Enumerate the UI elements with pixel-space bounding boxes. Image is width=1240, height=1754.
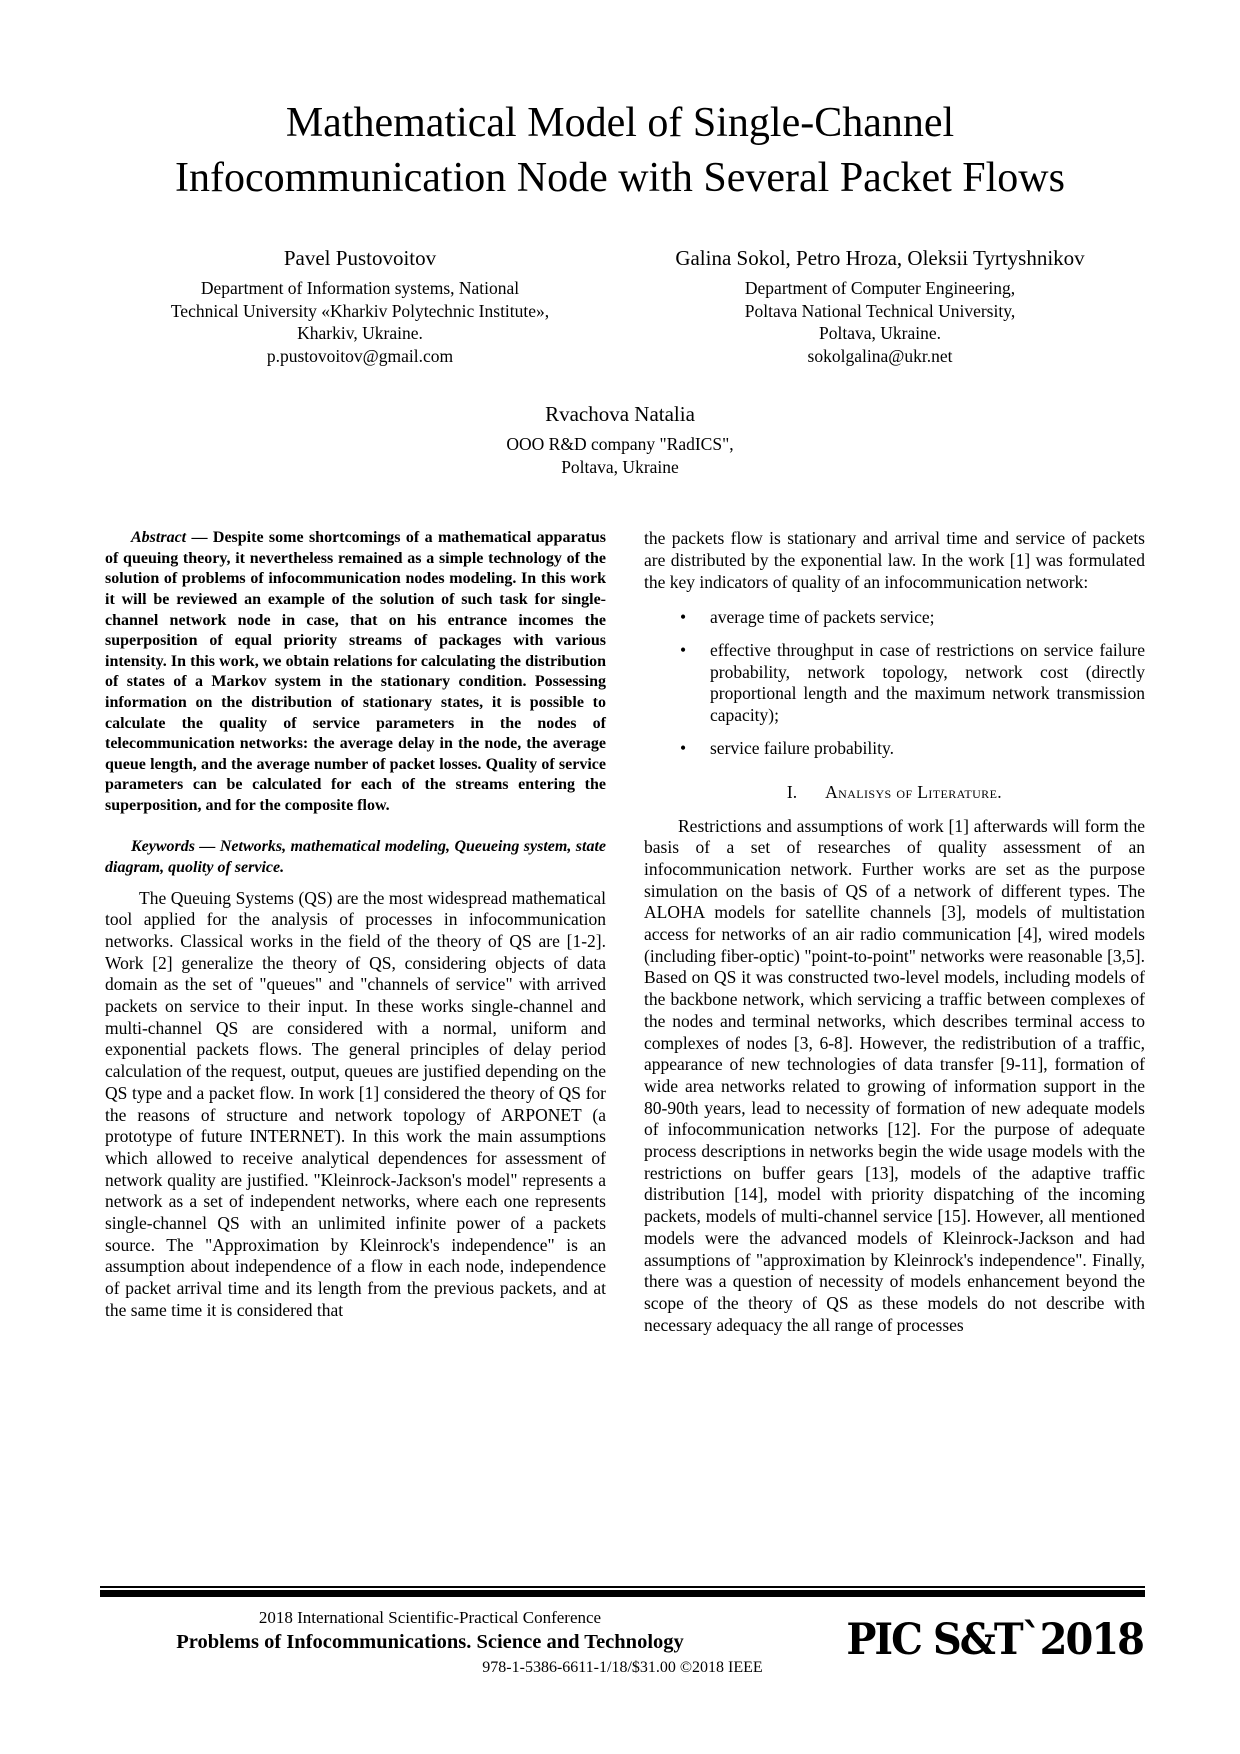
- introduction-paragraph: The Queuing Systems (QS) are the most widespread mathematical tool applied for the analysis of processes in infocommunication networks. Classical works in the field of the theory of QS are [1-2]. Work [2] generalize the theory of QS, considering objects of data domain as the set of "queues" and "channels of service" with arrived packets on service to their input. In these works single-channel and multi-channel QS are considered with a normal, uniform and exponential packets flows. The general principles of delay period calculation of the request, output, queues are justified depending on the QS type and a packet flow. In work [1] considered the theory of QS for the reasons of structure and network topology of ARPONET (a prototype of future INTERNET). In this work the main assumptions which allowed to receive analytical dependences for assessment of network quality are justified. "Kleinrock-Jackson's model" represents a network as a set of independent networks, where each one represents single-channel QS with an unlimited infinite power of a packets source. The "Approximation by Kleinrock's independence" is an assumption about independence of a flow in each node, independence of packet arrival time and its length from the previous packets, and at the same time it is considered that: [105, 887, 606, 1320]
- list-item: [644, 640, 1145, 727]
- body-columns: [105, 528, 1145, 1336]
- section-paragraph: Restrictions and assumptions of work [1] afterwards will form the basis of a set of researches of quality assessment of an infocommunication network. Further works are set as the purpose simulation on the basis of QS of a network of different types. The ALOHA models for satellite channels [3], models of multistation access for networks of an air radio communication [4], wired models (including fiber-optic) "point-to-point" networks were reasonable [3,5]. Based on QS it was constructed two-level models, including models of the backbone network, which servicing a traffic between complexes of the nodes and terminal networks, which describes terminal access to complexes of nodes [3, 6-8]. However, the redistribution of a traffic, appearance of new technologies of data transfer [9-11], formation of wide area networks related to growing of information support in the 80-90th years, lead to necessity of formation of new adequate models of infocommunication networks [12]. For the purpose of adequate process descriptions in networks begin the wide usage models with the restrictions on buffer gears [13], models of the adaptive traffic distribution [14], model with priority dispatching of the incoming packets, models of multi-channel service [15]. However, all mentioned models were the advanced models of Kleinrock-Jackson and had assumptions of "approximation by Kleinrock's independence". Finally, there was a question of necessity of models enhancement beyond the scope of the theory of QS as these models do not describe with necessary adequacy the all range of processes: [644, 815, 1145, 1335]
- bullet-icon: •: [680, 607, 687, 628]
- left-column: [105, 528, 606, 1336]
- bullet-icon: •: [680, 640, 687, 660]
- bullet-text: service failure probability.: [710, 737, 894, 758]
- paper-title: Mathematical Model of Single-Channel Infocommunication Node with Several Packet Flows: [175, 100, 1065, 201]
- right-column: [644, 528, 1145, 1336]
- section-number: I.: [786, 781, 798, 802]
- author-email: sokolgalina@ukr.net: [807, 345, 953, 366]
- author-affiliation-line: Poltava, Ukraine.: [819, 323, 941, 344]
- author-email: p.pustovoitov@gmail.com: [266, 345, 454, 366]
- author-block-sokol-hroza-tyrtyshnikov: [620, 245, 1140, 367]
- footer-rule-thin: [100, 1586, 1145, 1588]
- author-affiliation-line: Poltava National Technical University,: [744, 300, 1016, 321]
- author-name: Galina Sokol, Petro Hroza, Oleksii Tyrtyshnikov: [675, 246, 1085, 271]
- author-affiliation-line: Poltava, Ukraine: [561, 456, 679, 477]
- keywords-label: Keywords: [131, 837, 195, 855]
- list-item: [644, 738, 1145, 760]
- abstract-paragraph: [105, 528, 606, 816]
- conference-name: 2018 International Scientific-Practical Conference: [258, 1608, 602, 1627]
- authors-row: [100, 245, 1140, 367]
- footer-main: [100, 1606, 1145, 1665]
- keywords-text: Networks, mathematical modeling, Queueing system, state diagram, quolity of service.: [105, 837, 607, 876]
- bullet-text: effective throughput in case of restrictions on service failure probability, network topology, network cost (directly proportional length and the maximum network transmission capacity);: [710, 640, 1145, 726]
- page-footer: [100, 1586, 1145, 1707]
- author-name: Pavel Pustovoitov: [283, 246, 437, 271]
- footer-rule-thick: [100, 1590, 1145, 1597]
- bullet-text: average time of packets service;: [710, 607, 935, 628]
- copyright-line: 978-1-5386-6611-1/18/$31.00 ©2018 IEEE: [482, 1659, 763, 1676]
- continued-paragraph: the packets flow is stationary and arrival time and service of packets are distributed by the exponential law. In the work [1] was formulated the key indicators of quality of an infocommunication network:: [644, 528, 1145, 592]
- author-name: Rvachova Natalia: [545, 402, 695, 427]
- author-affiliation-line: Kharkiv, Ukraine.: [297, 323, 423, 344]
- abstract-text: Despite some shortcomings of a mathematical apparatus of queuing theory, it nevertheless remained as a simple technology of the solution of problems of infocommunication nodes modeling. In this work it will be reviewed an example of the solution of such task for single-channel network node in case, that on his entrance incomes the superposition of equal priority streams of packages with various intensity. In this work, we obtain relations for calculating the distribution of states of a Markov system in the stationary condition. Possessing information on the distribution of stationary states, it is possible to calculate the quality of service parameters in the nodes of telecommunication networks: the average delay in the node, the average queue length, and the average number of packet losses. Quality of service parameters can be calculated for each of the streams entering the superposition, and for the composite flow.: [105, 529, 607, 814]
- abstract-label: Abstract: [131, 529, 187, 547]
- author-affiliation-line: Department of Information systems, National: [200, 278, 520, 299]
- author-affiliation-line: Technical University «Kharkiv Polytechnic Institute»,: [170, 300, 550, 321]
- footer-conference-block: [100, 1606, 760, 1656]
- author-block-rvachova: [0, 401, 1240, 478]
- proceedings-title: Problems of Infocommunications. Science and Technology: [176, 1631, 684, 1653]
- section-title: Analisys of Literature.: [825, 781, 1003, 802]
- bullet-icon: •: [680, 737, 687, 758]
- keywords-paragraph: [105, 836, 606, 878]
- section-heading: [644, 782, 1145, 803]
- author-affiliation-line: OOO R&D company "RadICS",: [506, 434, 734, 455]
- abstract-separator: —: [186, 529, 213, 547]
- author-affiliation-line: Department of Computer Engineering,: [744, 278, 1016, 299]
- bullet-list: [644, 607, 1145, 759]
- author-block-pustovoitov: [100, 245, 620, 367]
- conference-logo: PIC S&T`2018: [846, 1614, 1143, 1665]
- list-item: [644, 607, 1145, 629]
- keywords-separator: —: [195, 837, 220, 855]
